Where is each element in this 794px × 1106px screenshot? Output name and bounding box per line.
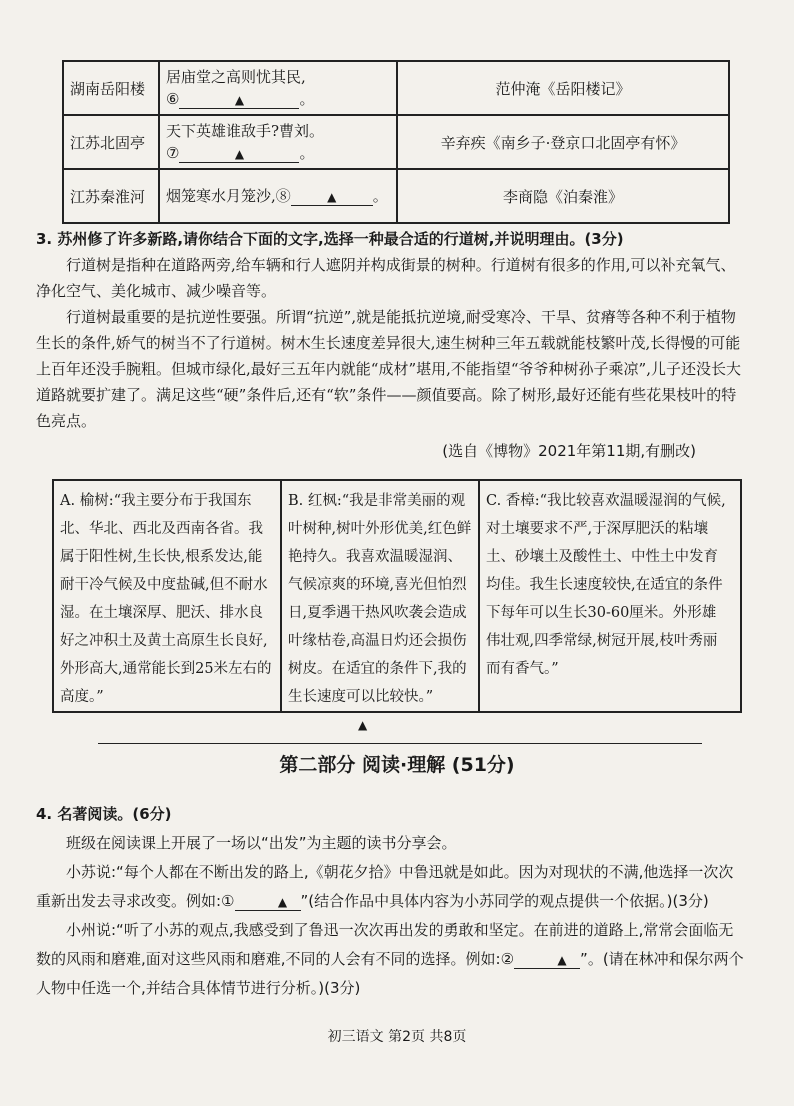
section-title: 第二部分 阅读·理解 (51分): [279, 754, 515, 776]
source-cell: 辛弃疾《南乡子·登京口北固亭有怀》: [397, 115, 729, 169]
question-3: [36, 226, 746, 434]
question-title: 3. 苏州修了许多新路,请你结合下面的文字,选择一种最合适的行道树,并说明理由。(3分): [36, 230, 624, 248]
source-cell: 李商隐《泊秦淮》: [397, 169, 729, 223]
table-row: [63, 169, 729, 223]
answer-line: [98, 743, 702, 744]
place-cell: 江苏秦淮河: [63, 169, 159, 223]
xiaosu-statement: 小苏说:“每个人都在不断出发的路上,《朝花夕拾》中鲁迅就是如此。因为对现状的不满,他选择一次次重新出发去寻求改变。例如:① ▲ ”(结合作品中具体内容为小苏同学的观点提供一个依据。)(3分): [36, 863, 734, 910]
blank-number: ⑦: [166, 144, 180, 162]
table-row: [63, 115, 729, 169]
option-b: B. 红枫:“我是非常美丽的观叶树种,树叶外形优美,红色鲜艳持久。我喜欢温暖湿润、气候凉爽的环境,喜光但怕烈日,夏季遇干热风吹袭会造成叶缘枯卷,高温日灼还会损伤树皮。在适宜的条件下,我的生长速度可以比较快。”: [282, 481, 480, 711]
poem-line-cell: 烟笼寒水月笼沙,⑧ ▲ 。: [159, 169, 397, 223]
triangle-icon: ▲: [327, 190, 337, 204]
passage-paragraph: 行道树是指种在道路两旁,给车辆和行人遮阴并构成街景的树种。行道树有很多的作用,可以补充氧气、净化空气、美化城市、减少噪音等。: [36, 256, 736, 300]
option-a: A. 榆树:“我主要分布于我国东北、华北、西北及西南各省。我属于阳性树,生长快,根系发达,能耐干冷气候及中度盐碱,但不耐水湿。在土壤深厚、肥沃、排水良好之冲积土及黄土高原生长良好,外形高大,通常能长到25米左右的高度。”: [54, 481, 282, 711]
source-cell: 范仲淹《岳阳楼记》: [397, 61, 729, 115]
answer-blank[interactable]: [291, 188, 373, 206]
tree-options-table: [52, 479, 742, 713]
poem-line-text: 天下英雄谁敌手?曹刘。: [166, 122, 325, 140]
triangle-icon: ▲: [277, 895, 288, 909]
place-cell: 江苏北固亭: [63, 115, 159, 169]
table-row: [63, 61, 729, 115]
triangle-icon: ▲: [557, 953, 567, 967]
question-title: 4. 名著阅读。(6分): [36, 805, 172, 823]
answer-blank[interactable]: [179, 91, 299, 109]
triangle-icon: ▲: [234, 93, 245, 107]
poem-table: [62, 60, 730, 224]
question-4: [36, 800, 748, 1003]
option-c: C. 香樟:“我比较喜欢温暖湿润的气候,对土壤要求不严,于深厚肥沃的粘壤土、砂壤土及酸性土、中性土中发育均佳。我生长速度较快,在适宜的条件下每年可以生长30-60厘米。外形雄伟壮观,四季常绿,树冠开展,枝叶秀丽而有香气。”: [486, 493, 726, 677]
answer-blank[interactable]: [514, 951, 580, 969]
page-footer: 初三语文 第2页 共8页: [327, 1029, 467, 1045]
blank-number: ⑥: [166, 90, 180, 108]
answer-blank[interactable]: [179, 145, 299, 163]
triangle-icon: ▲: [234, 147, 245, 161]
poem-line-cell: 居庙堂之高则忧其民, ⑥ ▲ 。: [159, 61, 397, 115]
blank-number: ⑧: [275, 187, 291, 205]
intro-text: 班级在阅读课上开展了一场以“出发”为主题的读书分享会。: [66, 834, 457, 852]
poem-line-cell: 天下英雄谁敌手?曹刘。 ⑦ ▲ 。: [159, 115, 397, 169]
xiaozhou-statement: 小州说:“听了小苏的观点,我感受到了鲁迅一次次再出发的勇敢和坚定。在前进的道路上,常常会面临无数的风雨和磨难,面对这些风雨和磨难,不同的人会有不同的选择。例如:② ▲ ”。(请在林冲和保尔两个人物中任选一个,并结合具体情节进行分析。)(3分): [36, 921, 744, 997]
poem-line-text: 烟笼寒水月笼沙,: [166, 187, 276, 205]
passage-paragraph: 行道树最重要的是抗逆性要强。所谓“抗逆”,就是能抵抗逆境,耐受寒冷、干旱、贫瘠等各种不利于植物生长的条件,娇气的树当不了行道树。树木生长速度差异很大,速生树种三年五载就能枝繁叶茂,长得慢的可能上百年还没手腕粗。但城市绿化,最好三五年内就能“成材”堪用,不能指望“爷爷种树孙子乘凉”,儿子还没长大道路就要扩建了。满足这些“硬”条件后,还有“软”条件——颜值要高。除了树形,最好还能有些花果枝叶的特色亮点。: [36, 308, 741, 430]
poem-line-text: 居庙堂之高则忧其民,: [166, 68, 306, 86]
answer-blank[interactable]: [235, 893, 301, 911]
triangle-icon[interactable]: ▲: [358, 718, 368, 732]
place-cell: 湖南岳阳楼: [63, 61, 159, 115]
passage-source: (选自《博物》2021年第11期,有删改): [442, 442, 696, 460]
